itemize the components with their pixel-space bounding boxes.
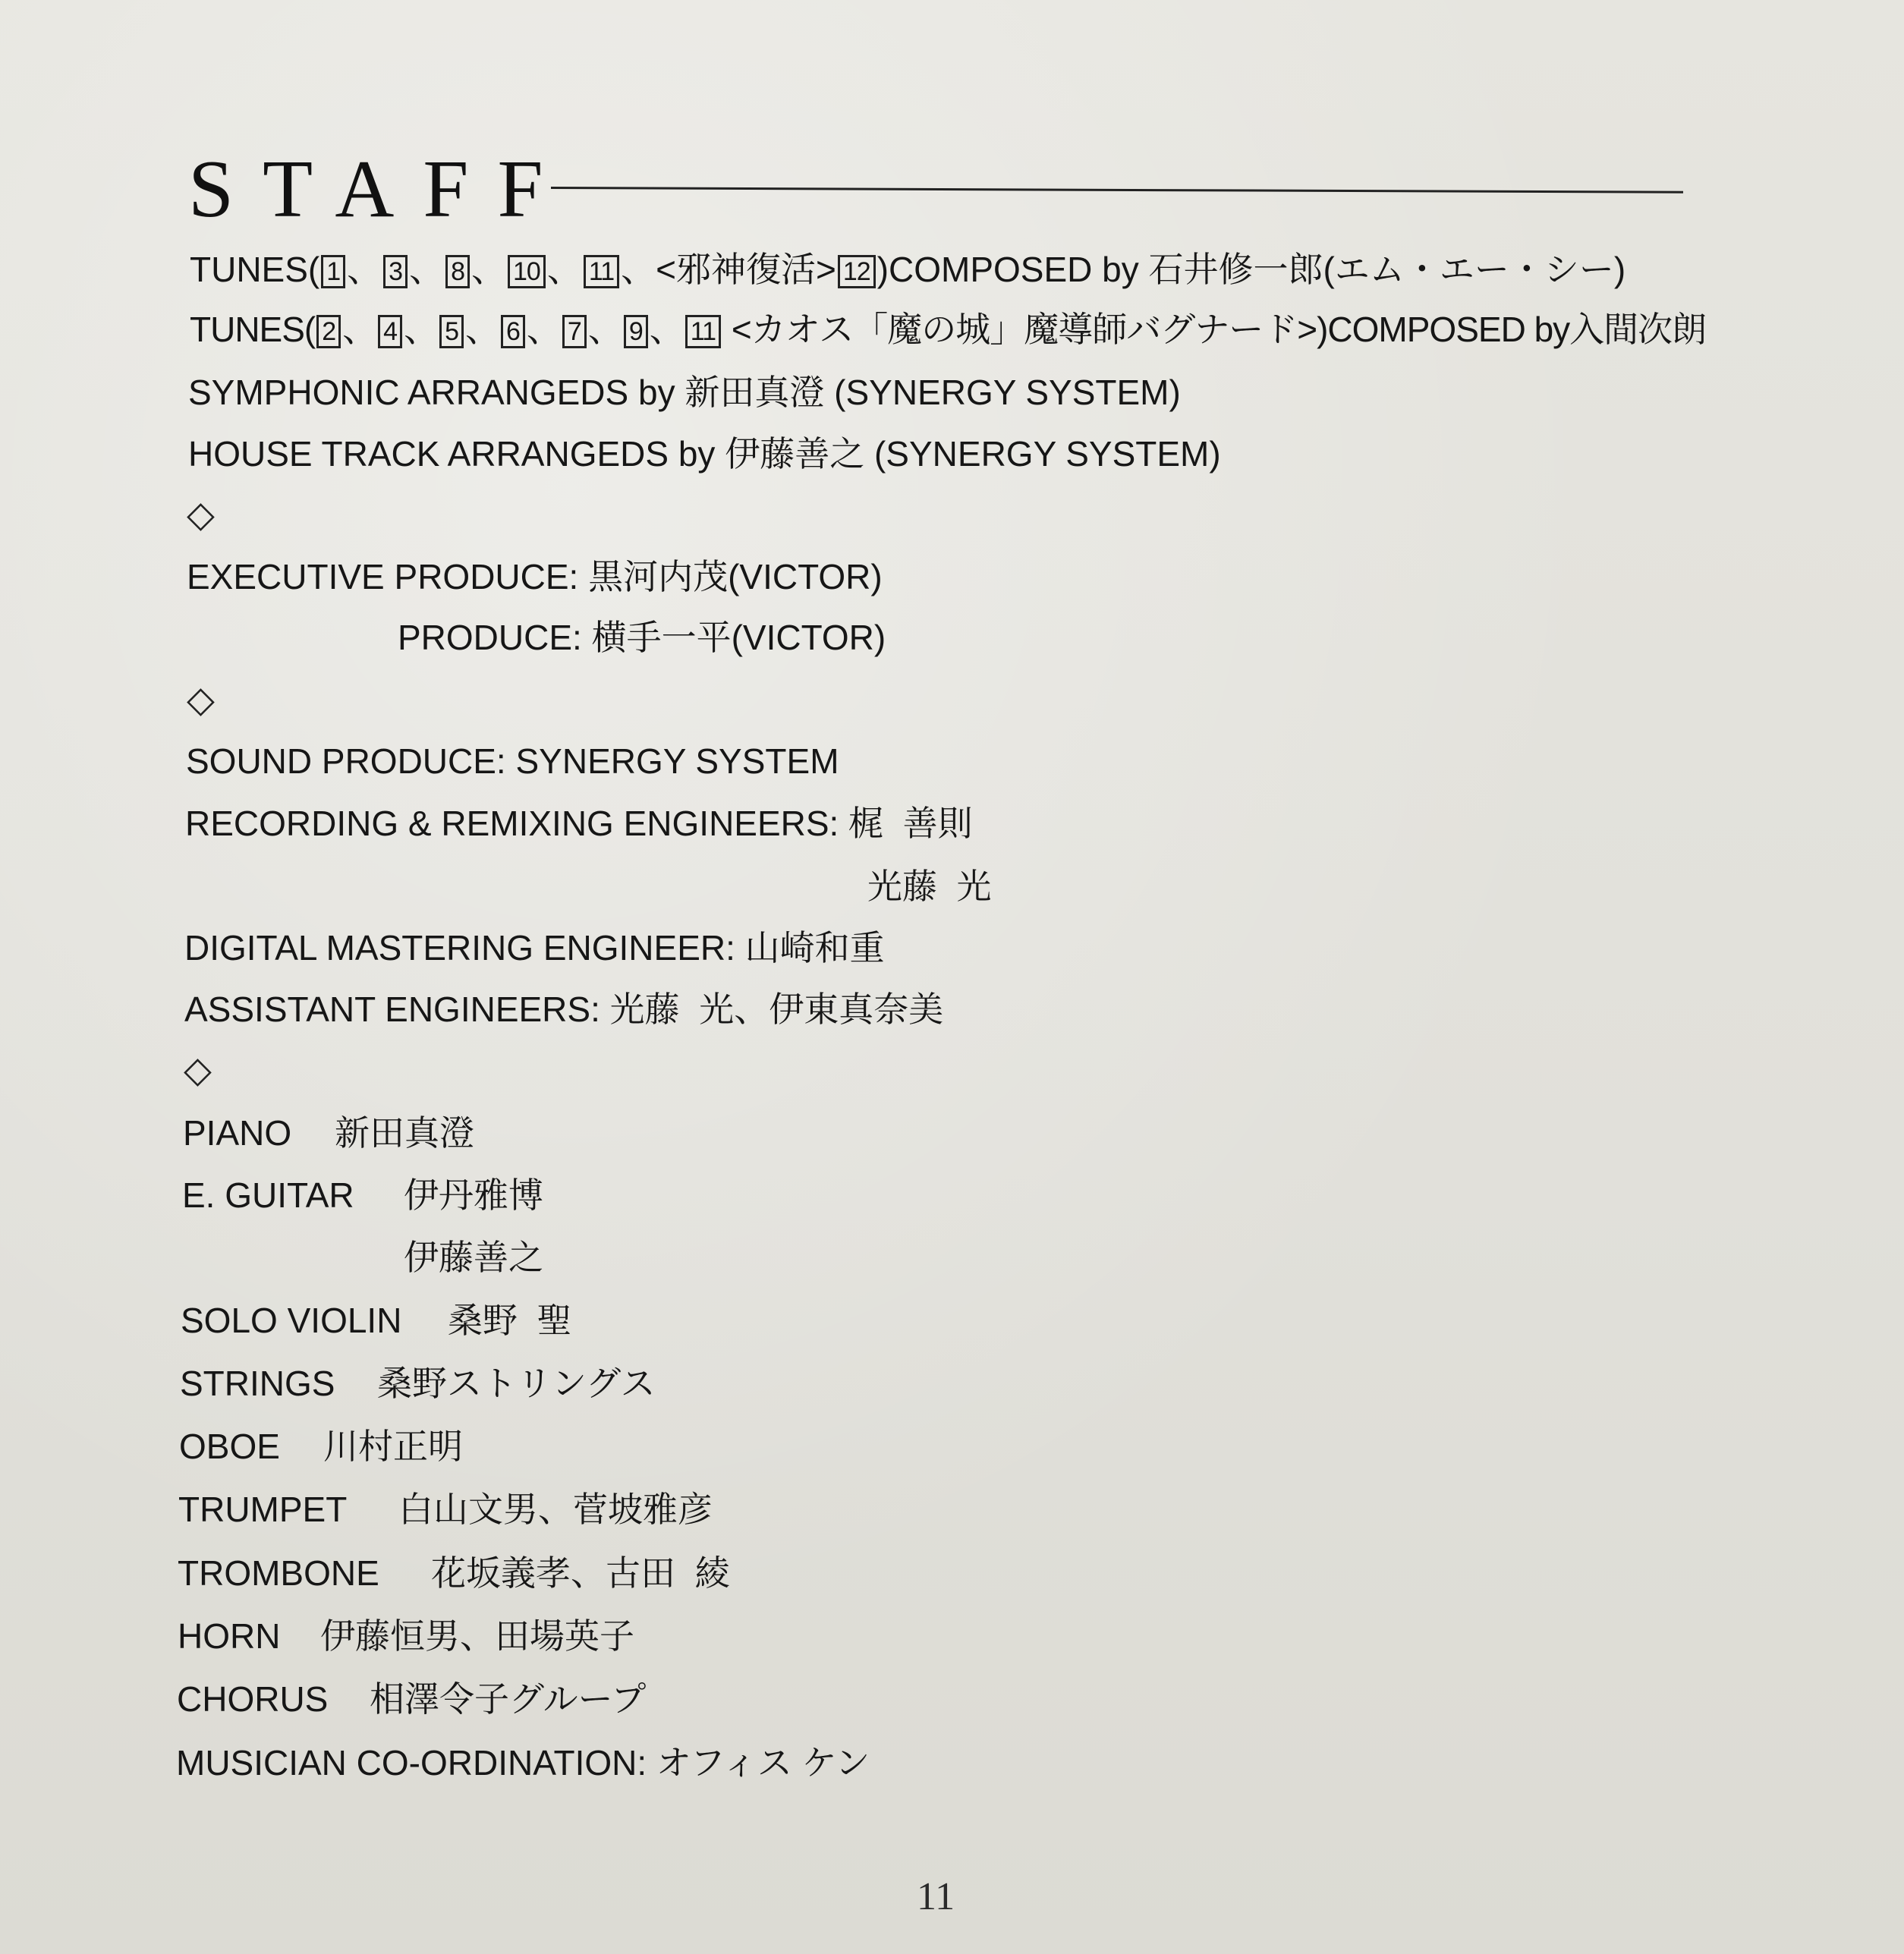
musician-coordination-credit: MUSICIAN CO-ORDINATION: オフィス ケン bbox=[176, 1743, 870, 1783]
track-number-box: 6 bbox=[501, 315, 525, 348]
musician-names: 伊藤恒男、田場英子 bbox=[320, 1616, 634, 1656]
composer-credit: )COMPOSED by入間次朗 bbox=[1317, 310, 1707, 349]
musician-row bbox=[178, 1550, 730, 1596]
track-title: <邪神復活> bbox=[656, 250, 836, 289]
musician-names: 相澤令子グループ bbox=[370, 1679, 647, 1719]
separator: 、 bbox=[404, 310, 439, 349]
separator: 、 bbox=[342, 310, 377, 349]
musician-names: 桑野ストリングス bbox=[377, 1364, 656, 1403]
symphonic-arranger-credit: SYMPHONIC ARRANGEDS by 新田真澄 (SYNERGY SYSTEM) bbox=[188, 373, 1181, 412]
musician-row bbox=[177, 1676, 647, 1722]
musician-role: SOLO VIOLIN bbox=[181, 1301, 402, 1340]
house-arranger-credit: HOUSE TRACK ARRANGEDS by 伊藤善之 (SYNERGY SYSTEM) bbox=[188, 434, 1221, 474]
musician-names: 新田真澄 bbox=[335, 1113, 474, 1153]
musician-row bbox=[178, 1613, 634, 1659]
assistant-engineers-credit: ASSISTANT ENGINEERS: 光藤 光、伊東真奈美 bbox=[184, 990, 944, 1029]
musician-names: 伊藤善之 bbox=[404, 1238, 543, 1277]
diamond-divider: ◇ bbox=[184, 1049, 212, 1091]
musician-row bbox=[180, 1361, 656, 1406]
separator: 、 bbox=[526, 310, 561, 349]
track-number-box: 9 bbox=[624, 315, 648, 348]
musician-row bbox=[183, 1110, 474, 1156]
tunes-prefix: TUNES( bbox=[190, 310, 316, 349]
track-number-box: 11 bbox=[685, 315, 721, 348]
separator: 、 bbox=[621, 250, 656, 289]
recording-engineer-second: 光藤 光 bbox=[867, 867, 992, 906]
track-number-box: 4 bbox=[378, 315, 402, 348]
page-number: 11 bbox=[917, 1875, 955, 1918]
musician-names: 花坂義孝、古田 綾 bbox=[431, 1553, 730, 1593]
composer-credit: )COMPOSED by 石井修一郎(エム・エー・シー) bbox=[876, 250, 1626, 289]
musician-role: TRUMPET bbox=[178, 1490, 348, 1529]
track-number-box: 11 bbox=[584, 255, 619, 288]
musician-names: 川村正明 bbox=[323, 1427, 463, 1466]
diamond-divider: ◇ bbox=[187, 678, 215, 721]
musician-role: TROMBONE bbox=[178, 1553, 379, 1593]
title-row bbox=[188, 144, 1683, 235]
track-number-box: 2 bbox=[316, 315, 341, 348]
recording-engineers-credit: RECORDING & REMIXING ENGINEERS: 梶 善則 bbox=[185, 804, 973, 843]
track-number-box: 8 bbox=[445, 255, 470, 288]
musician-role: HORN bbox=[178, 1616, 281, 1656]
tunes-line-2 bbox=[190, 307, 1706, 352]
musician-row bbox=[178, 1487, 713, 1532]
executive-producer-credit: EXECUTIVE PRODUCE: 黒河内茂(VICTOR) bbox=[187, 557, 883, 596]
track-number-box: 10 bbox=[508, 255, 546, 288]
diamond-divider: ◇ bbox=[187, 493, 215, 536]
page-title: STAFF bbox=[188, 144, 572, 234]
musician-role: CHORUS bbox=[177, 1679, 329, 1719]
separator: 、 bbox=[649, 310, 684, 349]
track-title: <カオス「魔の城」魔導師バグナード> bbox=[722, 310, 1317, 349]
separator: 、 bbox=[587, 310, 622, 349]
musician-row bbox=[181, 1298, 572, 1343]
mastering-engineer-credit: DIGITAL MASTERING ENGINEER: 山崎和重 bbox=[184, 928, 885, 968]
musician-role: OBOE bbox=[179, 1427, 280, 1466]
track-number-box: 12 bbox=[838, 255, 876, 288]
musician-role: E. GUITAR bbox=[182, 1175, 354, 1215]
track-number-box: 7 bbox=[562, 315, 587, 348]
musician-names: 伊丹雅博 bbox=[404, 1175, 543, 1215]
separator: 、 bbox=[471, 250, 506, 289]
musician-names: 桑野 聖 bbox=[448, 1301, 572, 1340]
sound-producer-credit: SOUND PRODUCE: SYNERGY SYSTEM bbox=[186, 741, 839, 781]
separator: 、 bbox=[465, 310, 499, 349]
tunes-prefix: TUNES( bbox=[190, 250, 320, 289]
musician-role: STRINGS bbox=[180, 1364, 335, 1403]
track-number-box: 1 bbox=[321, 255, 345, 288]
musician-names: 白山文男、菅坡雅彦 bbox=[398, 1490, 713, 1529]
separator: 、 bbox=[546, 250, 582, 289]
musician-row bbox=[182, 1172, 543, 1218]
tunes-line-1 bbox=[190, 247, 1625, 292]
track-number-box: 3 bbox=[383, 255, 408, 288]
musician-role: PIANO bbox=[183, 1113, 292, 1153]
track-number-box: 5 bbox=[439, 315, 464, 348]
separator: 、 bbox=[347, 250, 382, 289]
title-rule bbox=[551, 187, 1683, 194]
musician-row bbox=[179, 1424, 463, 1469]
producer-credit: PRODUCE: 横手一平(VICTOR) bbox=[398, 618, 886, 657]
separator: 、 bbox=[409, 250, 445, 289]
